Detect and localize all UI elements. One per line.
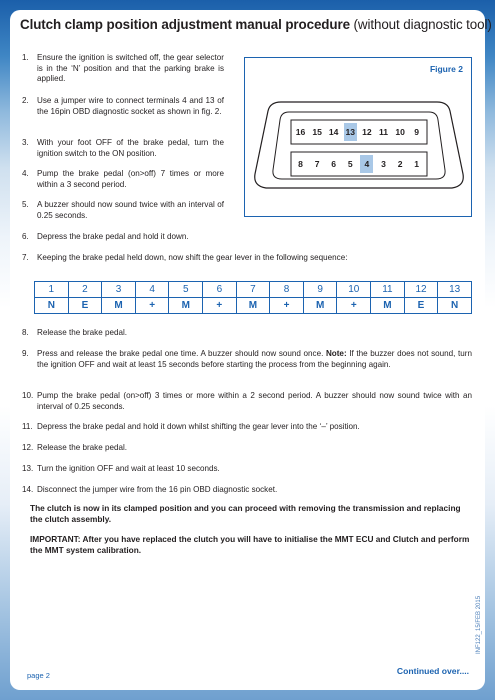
- step-7: [22, 253, 472, 264]
- step-text: Release the brake pedal.: [37, 443, 127, 452]
- step-number: 7.: [22, 253, 29, 262]
- obd-pin-15: 15: [312, 127, 322, 137]
- sequence-step-number: 8: [270, 282, 304, 298]
- sequence-gear-position: E: [404, 298, 438, 314]
- step-3: [22, 138, 224, 159]
- sequence-gear-position: +: [270, 298, 304, 314]
- obd-pin-8: 8: [298, 159, 303, 169]
- obd-pin-5: 5: [347, 159, 353, 169]
- step-text: Ensure the ignition is switched off, the gear selector is in the ‘N’ position and that the parking brake is applied.: [37, 53, 224, 84]
- document-code: [476, 648, 482, 654]
- clamped-position-note: The clutch is now in its clamped position and you can proceed with removing the transmission and replacing the clutch assembly.: [30, 503, 461, 524]
- sequence-step-number: 5: [169, 282, 203, 298]
- step-9-note-label: Note:: [325, 349, 347, 358]
- sequence-gear-position: +: [337, 298, 371, 314]
- page-title: [20, 17, 492, 32]
- sequence-gear-position: E: [68, 298, 102, 314]
- step-number: 4.: [22, 169, 29, 178]
- obd-pin-1: 1: [414, 159, 420, 169]
- document-page: [10, 10, 492, 690]
- step-6: [22, 232, 472, 243]
- obd-pin-13: 13: [344, 123, 357, 141]
- step-14: [22, 485, 472, 496]
- sequence-gear-position: +: [135, 298, 169, 314]
- step-text: Disconnect the jumper wire from the 16 pin OBD diagnostic socket.: [37, 485, 278, 494]
- sequence-step-number: 6: [203, 282, 237, 298]
- sequence-gear-position: +: [203, 298, 237, 314]
- step-number: 6.: [22, 232, 29, 241]
- sequence-number-row: [35, 282, 472, 298]
- step-number: 14.: [22, 485, 34, 494]
- step-11: [22, 422, 472, 433]
- obd-pin-14: 14: [328, 127, 339, 137]
- obd-pin-7: 7: [314, 159, 320, 169]
- step-text: A buzzer should now sound twice with an interval of 0.25 seconds.: [37, 200, 224, 220]
- step-number: 3.: [22, 138, 29, 147]
- step-number: 11.: [22, 422, 33, 431]
- step-12: [22, 443, 472, 454]
- obd-pin-3: 3: [381, 159, 386, 169]
- step-2: [22, 96, 224, 117]
- sequence-step-number: 13: [438, 282, 472, 298]
- step-8: [22, 328, 472, 339]
- step-13: [22, 464, 472, 475]
- step-4: [22, 169, 224, 190]
- sequence-step-number: 11: [371, 282, 405, 298]
- obd-socket-diagram: [245, 58, 473, 218]
- obd-pin-9: 9: [414, 127, 420, 137]
- sequence-step-number: 9: [303, 282, 337, 298]
- step-9: [22, 349, 472, 370]
- sequence-step-number: 2: [68, 282, 102, 298]
- step-9-text-b: If the buzzer does not sound, turn the ignition OFF and wait at least 15 seconds before starting the process from the beginning again.: [37, 349, 472, 369]
- step-text: With your foot OFF of the brake pedal, turn the ignition switch to the ON position.: [37, 138, 224, 158]
- step-9-text-a: Press and release the brake pedal one time. A buzzer should now sound once.: [37, 349, 326, 358]
- obd-pin-4: 4: [360, 155, 373, 173]
- sequence-step-number: 7: [236, 282, 270, 298]
- step-number: 10.: [22, 391, 34, 400]
- page-number: page 2: [27, 671, 50, 680]
- obd-pin-10: 10: [395, 127, 405, 137]
- step-5: [22, 200, 224, 221]
- sequence-gear-position: M: [371, 298, 405, 314]
- sequence-gear-position: M: [303, 298, 337, 314]
- obd-pin-11: 11: [378, 127, 389, 137]
- step-text: Keeping the brake pedal held down, now shift the gear lever in the following sequence:: [37, 253, 348, 262]
- step-text: Release the brake pedal.: [37, 328, 127, 337]
- gear-sequence-table: [34, 281, 472, 314]
- step-text: Turn the ignition OFF and wait at least 10 seconds.: [37, 464, 220, 473]
- important-note: IMPORTANT: After you have replaced the clutch you will have to initialise the MMT ECU and Clutch and perform the MMT system calibration.: [30, 534, 470, 555]
- step-text: Pump the brake pedal (on>off) 3 times or more within a 2 second period. A buzzer should now sound twice with an interval of 0.25 seconds.: [37, 391, 472, 411]
- step-number: 1.: [22, 53, 29, 62]
- figure-label: Figure 2: [429, 64, 463, 74]
- obd-pin-12: 12: [362, 127, 372, 137]
- step-text: Use a jumper wire to connect terminals 4 and 13 of the 16pin OBD diagnostic socket as shown in fig. 2.: [37, 96, 224, 116]
- step-text: [37, 349, 472, 370]
- sequence-gear-position: N: [438, 298, 472, 314]
- figure-2-box: [244, 57, 472, 217]
- step-10: [22, 391, 472, 412]
- sequence-gear-position: N: [35, 298, 69, 314]
- obd-pin-6: 6: [331, 159, 337, 169]
- title-main: Clutch clamp position adjustment manual procedure: [20, 17, 350, 32]
- step-number: 5.: [22, 200, 29, 209]
- sequence-gear-row: [35, 298, 472, 314]
- step-number: 13.: [22, 464, 34, 473]
- title-subtitle: (without diagnostic tool): [349, 17, 492, 32]
- step-text: Depress the brake pedal and hold it down.: [37, 232, 189, 241]
- sequence-step-number: 4: [135, 282, 169, 298]
- continued-over: Continued over....: [396, 666, 469, 676]
- sequence-step-number: 1: [35, 282, 69, 298]
- obd-pin-16: 16: [295, 127, 306, 137]
- sequence-step-number: 10: [337, 282, 371, 298]
- step-number: 8.: [22, 328, 29, 337]
- step-number: 12.: [22, 443, 34, 452]
- step-1: [22, 53, 224, 85]
- step-text: Depress the brake pedal and hold it down whilst shifting the gear lever into the ‘–’ position.: [37, 422, 360, 431]
- sequence-gear-position: M: [236, 298, 270, 314]
- sequence-step-number: 12: [404, 282, 438, 298]
- obd-pin-2: 2: [397, 159, 403, 169]
- step-number: 9.: [22, 349, 29, 358]
- step-number: 2.: [22, 96, 29, 105]
- step-text: Pump the brake pedal (on>off) 7 times or more within a 3 second period.: [37, 169, 224, 189]
- sequence-gear-position: M: [169, 298, 203, 314]
- sequence-step-number: 3: [102, 282, 136, 298]
- sequence-gear-position: M: [102, 298, 136, 314]
